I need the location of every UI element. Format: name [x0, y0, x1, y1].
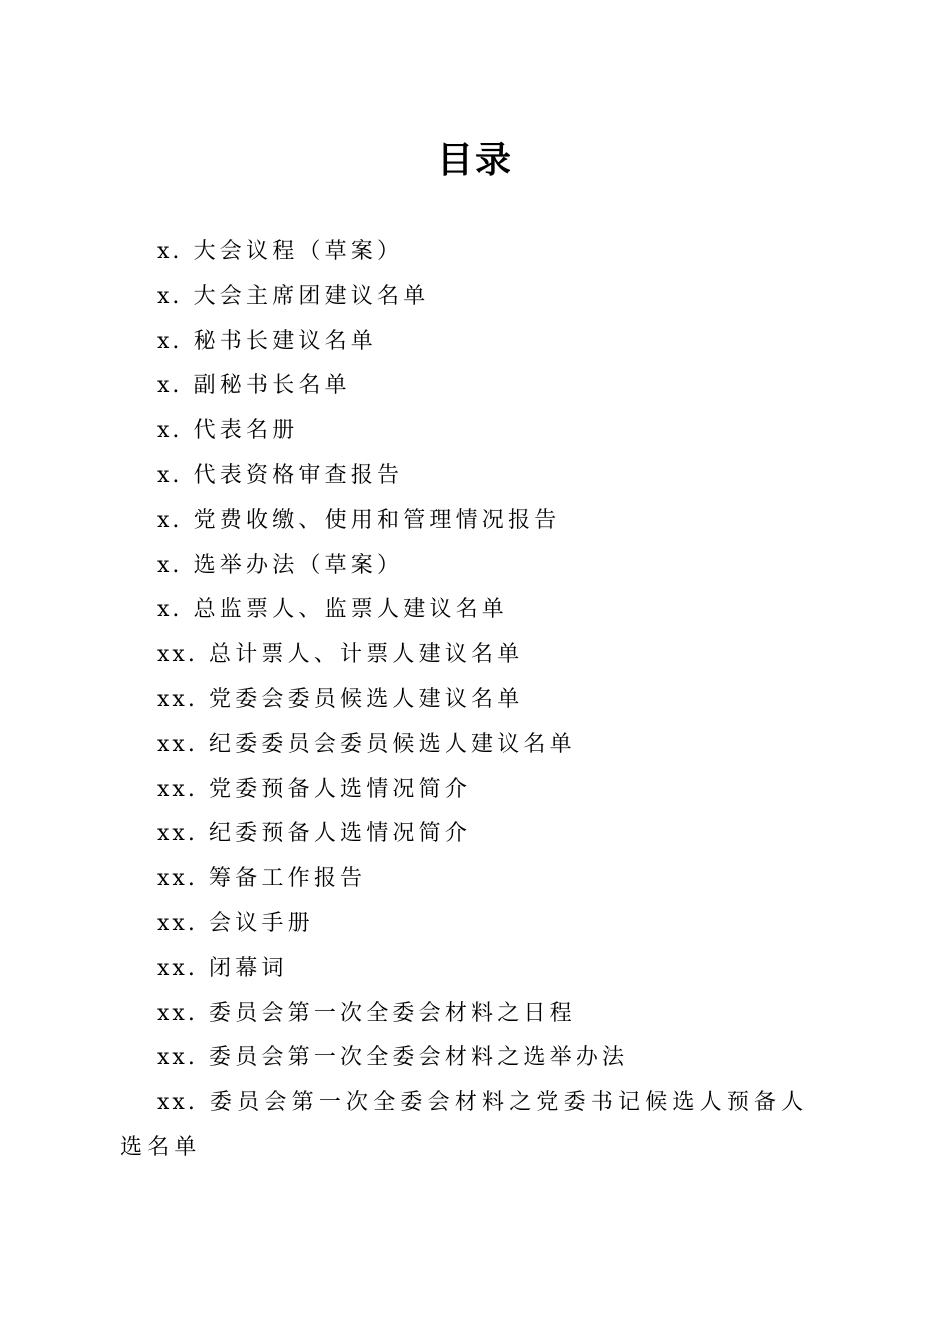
toc-item: [120, 499, 830, 544]
toc-item-number: x.: [157, 597, 183, 623]
toc-item: [120, 812, 830, 857]
toc-item-number: xx.: [157, 776, 198, 802]
toc-item: [120, 454, 830, 499]
toc-item-number: x.: [157, 462, 183, 488]
table-of-contents: [120, 230, 830, 1171]
toc-item-text: 闭幕词: [209, 955, 288, 981]
toc-item-number: x.: [157, 283, 183, 309]
toc-item-number: xx.: [157, 731, 198, 757]
toc-item-text: 党费收缴、使用和管理情况报告: [193, 507, 561, 533]
toc-item-text: 党委预备人选情况简介: [209, 776, 472, 802]
toc-item-text: 筹备工作报告: [209, 866, 367, 892]
toc-item-number: xx.: [157, 1090, 198, 1116]
toc-item-number: x.: [157, 328, 183, 354]
toc-item: [120, 544, 830, 589]
toc-item-text: 代表名册: [193, 418, 299, 444]
toc-item-text: 选举办法（草案）: [193, 552, 404, 578]
toc-item-number: x.: [157, 507, 183, 533]
toc-item-number: xx.: [157, 642, 198, 668]
toc-item: [120, 409, 830, 454]
toc-item-number: x.: [157, 239, 183, 264]
toc-item: [120, 633, 830, 678]
toc-item-number: xx.: [157, 821, 198, 847]
toc-item: [120, 320, 830, 365]
toc-item: [120, 902, 830, 947]
toc-item-text: 委员会第一次全委会材料之党委书记候选人预备人选名单: [120, 1090, 809, 1160]
toc-item-text: 副秘书长名单: [193, 373, 351, 399]
toc-item: [120, 678, 830, 723]
toc-item-text: 委员会第一次全委会材料之选举办法: [209, 1045, 629, 1071]
toc-item-text: 大会议程（草案）: [193, 239, 404, 264]
toc-item-number: xx.: [157, 1000, 198, 1026]
toc-item-text: 纪委预备人选情况简介: [209, 821, 472, 847]
toc-item: [120, 947, 830, 992]
toc-item: [120, 1036, 830, 1081]
toc-item-number: x.: [157, 373, 183, 399]
toc-item-text: 大会主席团建议名单: [193, 283, 430, 309]
toc-item: [120, 588, 830, 633]
toc-item-number: xx.: [157, 866, 198, 892]
toc-item: [120, 230, 830, 275]
toc-item: [120, 1081, 830, 1171]
toc-item-text: 秘书长建议名单: [193, 328, 378, 354]
toc-item: [120, 992, 830, 1037]
toc-item: [120, 364, 830, 409]
toc-item-text: 纪委委员会委员候选人建议名单: [209, 731, 576, 757]
toc-item-number: x.: [157, 552, 183, 578]
toc-item-number: xx.: [157, 955, 198, 981]
toc-item: [120, 857, 830, 902]
toc-item-text: 会议手册: [209, 910, 314, 936]
toc-item: [120, 768, 830, 813]
toc-item-number: xx.: [157, 910, 198, 936]
toc-item-number: x.: [157, 418, 183, 444]
toc-item-text: 党委会委员候选人建议名单: [209, 686, 524, 712]
toc-item-number: xx.: [157, 686, 198, 712]
toc-item-number: xx.: [157, 1045, 198, 1071]
toc-item-text: 委员会第一次全委会材料之日程: [209, 1000, 576, 1026]
toc-item-text: 代表资格审查报告: [193, 462, 404, 488]
toc-item: [120, 275, 830, 320]
toc-item-text: 总计票人、计票人建议名单: [209, 642, 524, 668]
toc-item-text: 总监票人、监票人建议名单: [193, 597, 509, 623]
page-title: 目录: [436, 139, 513, 181]
toc-item: [120, 723, 830, 768]
